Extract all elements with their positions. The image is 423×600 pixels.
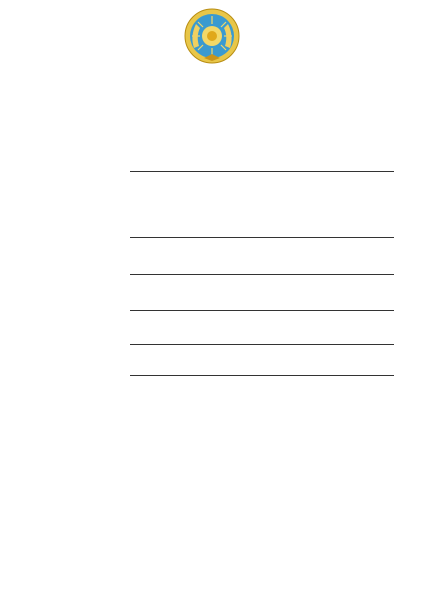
remark-note — [130, 310, 394, 313]
activity-note — [130, 237, 394, 240]
qr-code-small — [383, 14, 413, 44]
head-note — [130, 375, 394, 378]
conditions-note — [130, 274, 394, 277]
licensor-note — [130, 344, 394, 347]
issued-note — [130, 171, 394, 173]
barcode-strip — [0, 478, 423, 596]
state-emblem-icon — [184, 8, 240, 64]
